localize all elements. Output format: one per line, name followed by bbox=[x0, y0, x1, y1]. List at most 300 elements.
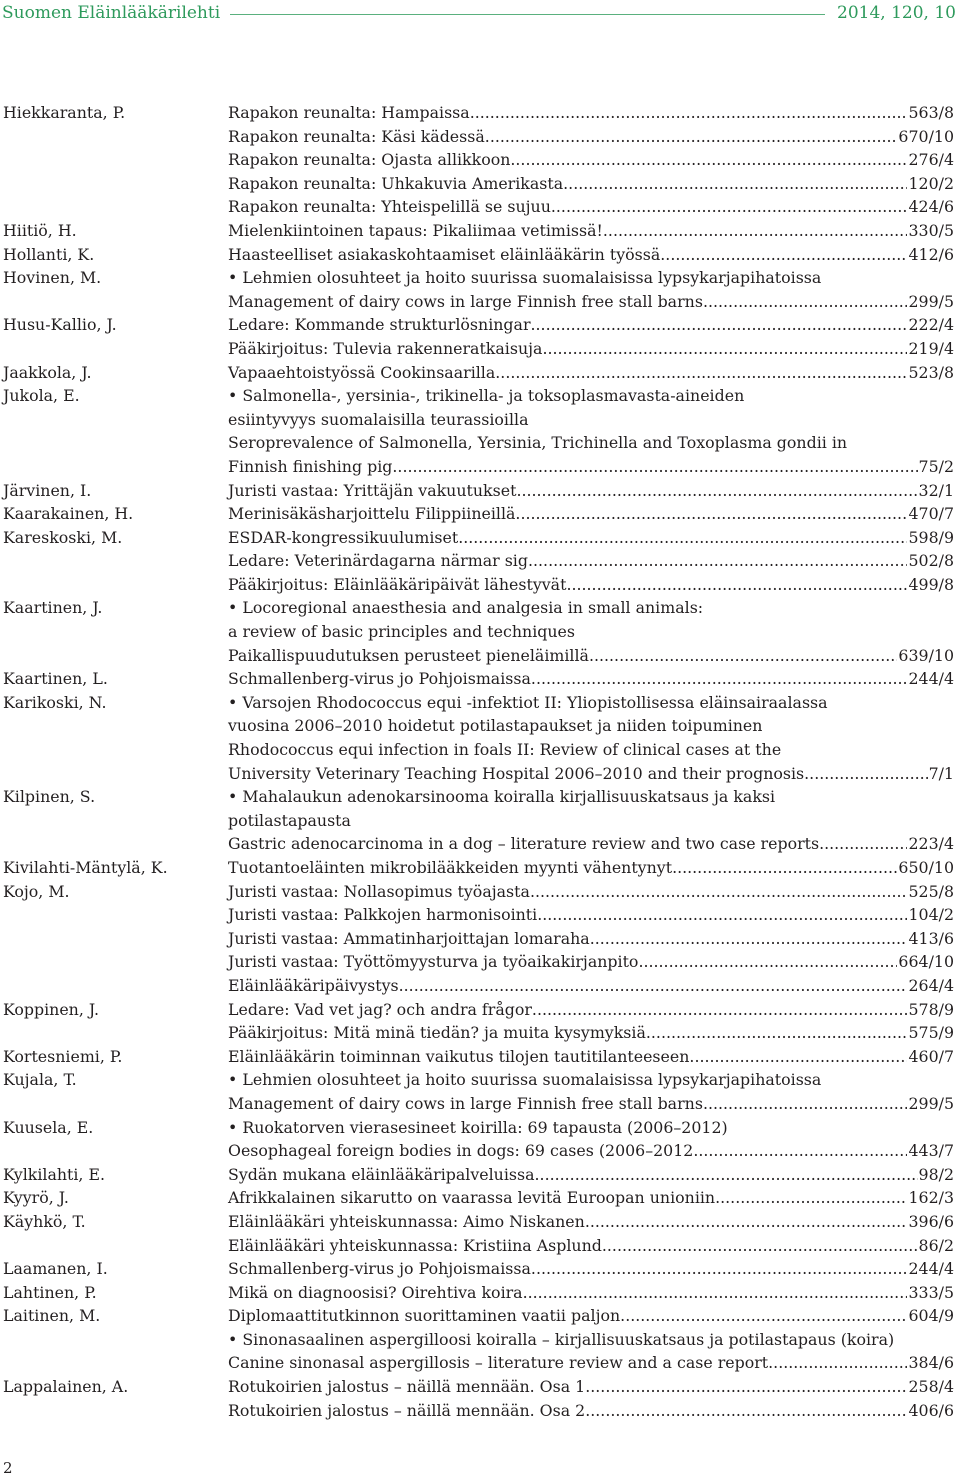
index-entry bbox=[228, 243, 954, 267]
entry-page-ref: 413/6 bbox=[908, 928, 954, 948]
dot-leader bbox=[585, 1375, 907, 1399]
index-entry bbox=[228, 384, 954, 408]
index-entry bbox=[228, 809, 954, 833]
entry-title: ESDAR-kongressikuulumiset bbox=[228, 527, 459, 547]
index-author bbox=[0, 455, 228, 479]
index-row bbox=[0, 526, 960, 550]
index-row bbox=[0, 101, 960, 125]
index-entry bbox=[228, 903, 954, 927]
index-author bbox=[0, 337, 228, 361]
dot-leader bbox=[535, 1163, 918, 1187]
dot-leader bbox=[510, 148, 907, 172]
dot-leader bbox=[392, 455, 917, 479]
index-author: Kaarakainen, H. bbox=[3, 504, 134, 524]
entry-page-ref: 470/7 bbox=[908, 504, 954, 524]
index-entry bbox=[228, 974, 954, 998]
index-row bbox=[0, 1399, 960, 1423]
index-author bbox=[0, 148, 228, 172]
index-author: Kaartinen, J. bbox=[3, 598, 103, 618]
index-entry bbox=[228, 620, 954, 644]
index-author bbox=[0, 408, 228, 432]
index-row bbox=[0, 1210, 960, 1234]
entry-page-ref: 563/8 bbox=[908, 103, 954, 122]
index-author bbox=[0, 738, 228, 762]
entry-title: Ledare: Veterinärdagarna närmar sig bbox=[228, 551, 528, 571]
index-row bbox=[0, 1375, 960, 1399]
index-entry bbox=[228, 549, 954, 573]
dot-leader bbox=[660, 243, 907, 267]
index-entry bbox=[228, 125, 954, 149]
index-row bbox=[0, 313, 960, 337]
dot-leader bbox=[530, 880, 908, 904]
entry-title: • Sinonasaalinen aspergilloosi koiralla – kirjallisuuskatsaus ja potilastapaus (koira) bbox=[228, 1329, 895, 1349]
index-entry bbox=[228, 950, 954, 974]
index-entry bbox=[228, 479, 954, 503]
entry-title: Rhodococcus equi infection in foals II: Review of clinical cases at the bbox=[228, 740, 782, 760]
entry-page-ref: 299/5 bbox=[908, 1093, 954, 1113]
index-author bbox=[0, 549, 228, 573]
index-author bbox=[0, 1234, 228, 1258]
index-author: Jaakkola, J. bbox=[3, 362, 92, 382]
dot-leader bbox=[515, 502, 907, 526]
entry-page-ref: 75/2 bbox=[918, 456, 954, 476]
dot-leader bbox=[768, 1351, 907, 1375]
dot-leader bbox=[672, 856, 897, 880]
index-author bbox=[0, 927, 228, 951]
entry-page-ref: 406/6 bbox=[908, 1400, 954, 1420]
index-author: Laitinen, M. bbox=[3, 1306, 101, 1326]
index-author bbox=[0, 195, 228, 219]
index-entry bbox=[228, 998, 954, 1022]
dot-leader bbox=[603, 219, 908, 243]
dot-leader bbox=[516, 479, 917, 503]
index-entry bbox=[228, 573, 954, 597]
index-entry bbox=[228, 738, 954, 762]
index-author bbox=[0, 431, 228, 455]
entry-title: Juristi vastaa: Työttömyysturva ja työaikakirjanpito bbox=[228, 952, 639, 972]
index-entry bbox=[228, 1375, 954, 1399]
entry-page-ref: 598/9 bbox=[908, 527, 954, 547]
entry-title: Gastric adenocarcinoma in a dog – literature review and two case reports bbox=[228, 834, 820, 854]
dot-leader bbox=[531, 1257, 908, 1281]
index-author: Kilpinen, S. bbox=[3, 787, 96, 807]
index-entry bbox=[228, 1092, 954, 1116]
entry-page-ref: 412/6 bbox=[908, 244, 954, 264]
index-author: Käyhkö, T. bbox=[3, 1211, 86, 1231]
index-author: Kortesniemi, P. bbox=[3, 1046, 123, 1066]
entry-title: Pääkirjoitus: Eläinlääkäripäivät lähestyvät bbox=[228, 574, 567, 594]
dot-leader bbox=[537, 903, 907, 927]
index-row bbox=[0, 832, 960, 856]
index-row bbox=[0, 1068, 960, 1092]
index-row bbox=[0, 998, 960, 1022]
index-entry bbox=[228, 1210, 954, 1234]
entry-page-ref: 670/10 bbox=[898, 126, 954, 146]
entry-page-ref: 384/6 bbox=[908, 1353, 954, 1373]
index-entry bbox=[228, 455, 954, 479]
index-row bbox=[0, 1351, 960, 1375]
index-entry bbox=[228, 785, 954, 809]
index-entry bbox=[228, 172, 954, 196]
dot-leader bbox=[715, 1186, 907, 1210]
index-author: Hovinen, M. bbox=[3, 268, 102, 288]
index-row bbox=[0, 219, 960, 243]
index-author: Jukola, E. bbox=[3, 386, 80, 406]
index-row bbox=[0, 644, 960, 668]
entry-title: • Salmonella-, yersinia-, trikinella- ja toksoplasmavasta-aineiden bbox=[228, 386, 745, 406]
dot-leader bbox=[804, 762, 927, 786]
entry-page-ref: 575/9 bbox=[908, 1023, 954, 1043]
index-row bbox=[0, 1163, 960, 1187]
index-entry bbox=[228, 1068, 954, 1092]
dot-leader bbox=[495, 361, 907, 385]
index-row bbox=[0, 148, 960, 172]
entry-page-ref: 525/8 bbox=[908, 881, 954, 901]
index-entry bbox=[228, 644, 954, 668]
index-row bbox=[0, 714, 960, 738]
index-row bbox=[0, 880, 960, 904]
entry-page-ref: 264/4 bbox=[908, 975, 954, 995]
index-author bbox=[0, 762, 228, 786]
entry-page-ref: 258/4 bbox=[908, 1377, 954, 1397]
index-row bbox=[0, 408, 960, 432]
entry-title: Diplomaattitutkinnon suorittaminen vaatii paljon bbox=[228, 1306, 621, 1326]
index-author bbox=[0, 903, 228, 927]
entry-title: vuosina 2006–2010 hoidetut potilastapaukset ja niiden toipuminen bbox=[228, 716, 763, 736]
index-entry bbox=[228, 219, 954, 243]
author-index bbox=[0, 101, 960, 1422]
entry-page-ref: 443/7 bbox=[908, 1141, 954, 1161]
index-row bbox=[0, 1304, 960, 1328]
index-entry bbox=[228, 195, 954, 219]
entry-page-ref: 120/2 bbox=[908, 173, 954, 193]
entry-title: Canine sinonasal aspergillosis – literature review and a case report bbox=[228, 1353, 769, 1373]
index-row bbox=[0, 856, 960, 880]
index-row bbox=[0, 762, 960, 786]
entry-title: University Veterinary Teaching Hospital 2006–2010 and their prognosis bbox=[228, 763, 805, 783]
index-entry bbox=[228, 762, 954, 786]
entry-page-ref: 330/5 bbox=[908, 220, 954, 240]
entry-title: Eläinlääkäripäivystys bbox=[228, 975, 399, 995]
dot-leader bbox=[531, 313, 908, 337]
index-author bbox=[0, 172, 228, 196]
entry-title: Rapakon reunalta: Uhkakuvia Amerikasta bbox=[228, 173, 564, 193]
header-rule bbox=[230, 14, 825, 15]
index-row bbox=[0, 573, 960, 597]
entry-page-ref: 333/5 bbox=[908, 1282, 954, 1302]
journal-title: Suomen Eläinlääkärilehti bbox=[2, 3, 221, 23]
index-author bbox=[0, 714, 228, 738]
dot-leader bbox=[602, 1234, 918, 1258]
index-row bbox=[0, 337, 960, 361]
entry-title: Schmallenberg-virus jo Pohjoismaissa bbox=[228, 669, 531, 689]
index-row bbox=[0, 809, 960, 833]
index-entry bbox=[228, 927, 954, 951]
entry-title: Eläinlääkärin toiminnan vaikutus tilojen tautitilanteeseen bbox=[228, 1046, 690, 1066]
entry-page-ref: 7/1 bbox=[928, 763, 954, 783]
entry-title: Rapakon reunalta: Ojasta allikkoon bbox=[228, 150, 511, 170]
entry-page-ref: 104/2 bbox=[908, 905, 954, 925]
index-entry bbox=[228, 337, 954, 361]
index-entry bbox=[228, 431, 954, 455]
index-author: Laamanen, I. bbox=[3, 1259, 108, 1279]
dot-leader bbox=[689, 1045, 907, 1069]
index-entry bbox=[228, 1257, 954, 1281]
index-author: Kojo, M. bbox=[3, 881, 70, 901]
index-author bbox=[0, 1351, 228, 1375]
index-row bbox=[0, 455, 960, 479]
index-entry bbox=[228, 266, 954, 290]
index-author bbox=[0, 950, 228, 974]
entry-title: • Varsojen Rhodococcus equi -infektiot II: Yliopistollisessa eläinsairaalassa bbox=[228, 692, 828, 712]
entry-title: Seroprevalence of Salmonella, Yersinia, Trichinella and Toxoplasma gondii in bbox=[228, 433, 848, 453]
index-row bbox=[0, 903, 960, 927]
dot-leader bbox=[590, 927, 908, 951]
entry-title: potilastapausta bbox=[228, 810, 351, 830]
index-entry bbox=[228, 691, 954, 715]
index-entry bbox=[228, 1234, 954, 1258]
index-author: Karikoski, N. bbox=[3, 692, 107, 712]
entry-title: Rapakon reunalta: Yhteispelillä se sujuu bbox=[228, 197, 551, 217]
entry-title: Juristi vastaa: Nollasopimus työajasta bbox=[228, 881, 530, 901]
entry-title: • Locoregional anaesthesia and analgesia in small animals: bbox=[228, 598, 704, 618]
entry-title: Management of dairy cows in large Finnish free stall barns bbox=[228, 291, 703, 311]
index-entry bbox=[228, 1351, 954, 1375]
index-row bbox=[0, 1092, 960, 1116]
entry-page-ref: 276/4 bbox=[908, 150, 954, 170]
journal-issue: 2014, 120, 10 bbox=[837, 3, 956, 23]
dot-leader bbox=[585, 1399, 907, 1423]
index-author bbox=[0, 1399, 228, 1423]
entry-page-ref: 222/4 bbox=[908, 315, 954, 335]
dot-leader bbox=[470, 101, 908, 125]
entry-page-ref: 523/8 bbox=[908, 362, 954, 382]
index-author: Koppinen, J. bbox=[3, 999, 100, 1019]
entry-page-ref: 299/5 bbox=[908, 291, 954, 311]
index-row bbox=[0, 950, 960, 974]
index-entry bbox=[228, 502, 954, 526]
entry-title: Rapakon reunalta: Hampaissa bbox=[228, 103, 470, 122]
entry-page-ref: 499/8 bbox=[908, 574, 954, 594]
index-entry bbox=[228, 1186, 954, 1210]
index-author bbox=[0, 809, 228, 833]
index-row bbox=[0, 1139, 960, 1163]
index-author bbox=[0, 1139, 228, 1163]
index-entry bbox=[228, 1021, 954, 1045]
entry-title: Juristi vastaa: Palkkojen harmonisointi bbox=[228, 905, 538, 925]
dot-leader bbox=[585, 1210, 908, 1234]
index-row bbox=[0, 502, 960, 526]
entry-title: Mikä on diagnoosisi? Oirehtiva koira bbox=[228, 1282, 523, 1302]
index-entry bbox=[228, 856, 954, 880]
entry-title: Ledare: Vad vet jag? och andra frågor bbox=[228, 999, 532, 1019]
entry-title: Haasteelliset asiakaskohtaamiset eläinlääkärin työssä bbox=[228, 244, 661, 264]
index-author bbox=[0, 1328, 228, 1352]
entry-page-ref: 639/10 bbox=[898, 645, 954, 665]
index-author: Kuusela, E. bbox=[3, 1117, 94, 1137]
index-entry bbox=[228, 1045, 954, 1069]
dot-leader bbox=[551, 195, 908, 219]
index-row bbox=[0, 785, 960, 809]
index-row bbox=[0, 431, 960, 455]
index-entry bbox=[228, 1399, 954, 1423]
index-row bbox=[0, 1328, 960, 1352]
index-entry bbox=[228, 596, 954, 620]
index-author: Lahtinen, P. bbox=[3, 1282, 97, 1302]
entry-title: Merinisäkäsharjoittelu Filippiineillä bbox=[228, 504, 516, 524]
index-row bbox=[0, 667, 960, 691]
index-row bbox=[0, 125, 960, 149]
dot-leader bbox=[819, 832, 907, 856]
index-entry bbox=[228, 1304, 954, 1328]
index-author bbox=[0, 1092, 228, 1116]
entry-page-ref: 162/3 bbox=[908, 1188, 954, 1208]
entry-page-ref: 32/1 bbox=[918, 480, 954, 500]
entry-page-ref: 664/10 bbox=[898, 952, 954, 972]
index-row bbox=[0, 620, 960, 644]
index-row bbox=[0, 290, 960, 314]
index-row bbox=[0, 691, 960, 715]
entry-title: Pääkirjoitus: Mitä minä tiedän? ja muita kysymyksiä bbox=[228, 1023, 646, 1043]
dot-leader bbox=[703, 1092, 908, 1116]
entry-page-ref: 396/6 bbox=[908, 1211, 954, 1231]
dot-leader bbox=[563, 172, 907, 196]
index-author: Kareskoski, M. bbox=[3, 527, 123, 547]
index-row bbox=[0, 1281, 960, 1305]
entry-title: Schmallenberg-virus jo Pohjoismaissa bbox=[228, 1259, 531, 1279]
index-entry bbox=[228, 714, 954, 738]
index-entry bbox=[228, 290, 954, 314]
index-entry bbox=[228, 313, 954, 337]
index-entry bbox=[228, 361, 954, 385]
dot-leader bbox=[638, 950, 897, 974]
index-row bbox=[0, 195, 960, 219]
index-entry bbox=[228, 526, 954, 550]
index-author bbox=[0, 832, 228, 856]
index-row bbox=[0, 361, 960, 385]
index-author bbox=[0, 573, 228, 597]
dot-leader bbox=[620, 1304, 907, 1328]
index-entry bbox=[228, 101, 954, 125]
dot-leader bbox=[532, 998, 908, 1022]
index-author: Hiekkaranta, P. bbox=[3, 103, 126, 122]
entry-page-ref: 244/4 bbox=[908, 669, 954, 689]
dot-leader bbox=[646, 1021, 908, 1045]
index-author: Kivilahti-Mäntylä, K. bbox=[3, 858, 168, 877]
index-row bbox=[0, 479, 960, 503]
index-author bbox=[0, 290, 228, 314]
index-row bbox=[0, 738, 960, 762]
dot-leader bbox=[399, 974, 908, 998]
index-row bbox=[0, 1186, 960, 1210]
entry-page-ref: 650/10 bbox=[898, 858, 954, 877]
index-entry bbox=[228, 408, 954, 432]
dot-leader bbox=[703, 290, 908, 314]
entry-title: Finnish finishing pig bbox=[228, 456, 393, 476]
entry-title: Oesophageal foreign bodies in dogs: 69 cases (2006–2012 bbox=[228, 1141, 694, 1161]
index-author: Hiitiö, H. bbox=[3, 220, 77, 240]
index-author: Järvinen, I. bbox=[3, 480, 92, 500]
entry-title: esiintyvyys suomalaisilla teurassioilla bbox=[228, 409, 529, 429]
entry-page-ref: 86/2 bbox=[918, 1235, 954, 1255]
index-entry bbox=[228, 1116, 954, 1140]
entry-page-ref: 578/9 bbox=[908, 999, 954, 1019]
entry-title: Paikallispuudutuksen perusteet pieneläimillä bbox=[228, 645, 589, 665]
index-row bbox=[0, 1234, 960, 1258]
index-author: Kyyrö, J. bbox=[3, 1188, 69, 1208]
entry-page-ref: 604/9 bbox=[908, 1306, 954, 1326]
index-entry bbox=[228, 1328, 954, 1352]
entry-title: • Ruokatorven vierasesineet koirilla: 69 tapausta (2006–2012) bbox=[228, 1117, 728, 1137]
index-entry bbox=[228, 880, 954, 904]
index-author bbox=[0, 125, 228, 149]
entry-page-ref: 502/8 bbox=[908, 551, 954, 571]
index-row bbox=[0, 1045, 960, 1069]
entry-title: Eläinlääkäri yhteiskunnassa: Aimo Niskanen bbox=[228, 1211, 585, 1231]
index-author: Kylkilahti, E. bbox=[3, 1164, 106, 1184]
entry-title: Mielenkiintoinen tapaus: Pikaliimaa vetimissä! bbox=[228, 220, 603, 240]
dot-leader bbox=[523, 1281, 908, 1305]
entry-title: Tuotantoeläinten mikrobilääkkeiden myynti vähentynyt bbox=[228, 858, 673, 877]
entry-page-ref: 223/4 bbox=[908, 834, 954, 854]
entry-title: • Mahalaukun adenokarsinooma koiralla kirjallisuuskatsaus ja kaksi bbox=[228, 787, 776, 807]
entry-title: Rotukoirien jalostus – näillä mennään. Osa 2 bbox=[228, 1400, 586, 1420]
entry-title: Rotukoirien jalostus – näillä mennään. Osa 1 bbox=[228, 1377, 586, 1397]
index-entry bbox=[228, 667, 954, 691]
index-author: Kaartinen, L. bbox=[3, 669, 108, 689]
dot-leader bbox=[693, 1139, 907, 1163]
dot-leader bbox=[458, 526, 907, 550]
entry-title: Juristi vastaa: Yrittäjän vakuutukset bbox=[228, 480, 517, 500]
page-number: 2 bbox=[3, 1459, 13, 1477]
entry-title: Eläinlääkäri yhteiskunnassa: Kristiina Asplund bbox=[228, 1235, 602, 1255]
dot-leader bbox=[542, 337, 907, 361]
index-author bbox=[0, 1021, 228, 1045]
page-header bbox=[0, 0, 960, 30]
index-row bbox=[0, 243, 960, 267]
entry-title: a review of basic principles and techniques bbox=[228, 622, 575, 642]
dot-leader bbox=[531, 667, 908, 691]
index-entry bbox=[228, 1163, 954, 1187]
index-row bbox=[0, 1021, 960, 1045]
index-author bbox=[0, 974, 228, 998]
index-author bbox=[0, 620, 228, 644]
dot-leader bbox=[528, 549, 907, 573]
entry-title: Vapaaehtoistyössä Cookinsaarilla bbox=[228, 362, 496, 382]
dot-leader bbox=[566, 573, 907, 597]
index-row bbox=[0, 172, 960, 196]
index-row bbox=[0, 549, 960, 573]
index-entry bbox=[228, 832, 954, 856]
index-author: Lappalainen, A. bbox=[3, 1377, 129, 1397]
index-row bbox=[0, 974, 960, 998]
entry-page-ref: 424/6 bbox=[908, 197, 954, 217]
entry-page-ref: 98/2 bbox=[918, 1164, 954, 1184]
index-row bbox=[0, 266, 960, 290]
dot-leader bbox=[589, 644, 897, 668]
entry-title: Pääkirjoitus: Tulevia rakenneratkaisuja bbox=[228, 338, 543, 358]
entry-title: Afrikkalainen sikarutto on vaarassa levitä Euroopan unioniin bbox=[228, 1188, 716, 1208]
index-author: Kujala, T. bbox=[3, 1070, 77, 1090]
entry-title: Juristi vastaa: Ammatinharjoittajan lomaraha bbox=[228, 928, 590, 948]
entry-page-ref: 244/4 bbox=[908, 1259, 954, 1279]
index-entry bbox=[228, 148, 954, 172]
index-author bbox=[0, 644, 228, 668]
entry-title: • Lehmien olosuhteet ja hoito suurissa suomalaisissa lypsykarjapihatoissa bbox=[228, 1070, 822, 1090]
entry-page-ref: 460/7 bbox=[908, 1046, 954, 1066]
entry-title: Rapakon reunalta: Käsi kädessä bbox=[228, 126, 485, 146]
index-row bbox=[0, 1257, 960, 1281]
